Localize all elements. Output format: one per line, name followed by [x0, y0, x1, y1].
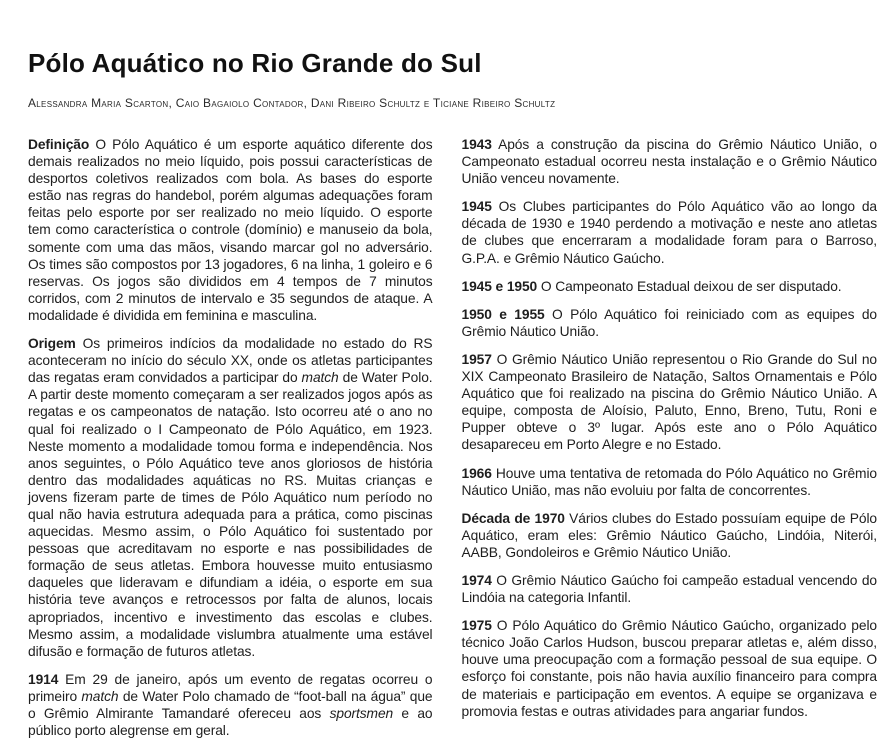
text-segment: O Pólo Aquático foi reiniciado com as equipes do Grêmio Náutico União.	[461, 306, 877, 339]
paragraph-lead: 1957	[461, 351, 492, 367]
paragraph-lead: 1945 e 1950	[461, 278, 538, 294]
text-segment: O Pólo Aquático é um esporte aquático diferente dos demais realizados no meio líquido, pois possui características de desportos coletivos realizados com bola. As bases do esporte estão nas regras do handebol, porém algumas adequações foram feitas pelo esporte por ser realizado no meio líquido. O esporte tem como característica o controle (domínio) e manuseio da bola, somente com uma das mãos, visando marcar gol no adversário. Os times são compostos por 13 jogadores, 6 na linha, 1 goleiro e 6 reservas. Os jogos são divididos em 4 tempos de 7 minutos corridos, com 2 minutos de intervalo e 35 segundos de ataque. A modalidade é dividida em feminina e masculina.	[28, 137, 433, 323]
paragraph-lead: Década de 1970	[461, 510, 565, 526]
paragraph	[462, 351, 878, 454]
paragraph-lead: 1974	[461, 572, 492, 588]
paragraph	[462, 306, 878, 340]
paragraph	[462, 572, 878, 606]
paragraph	[462, 510, 878, 561]
paragraph-lead: 1945	[461, 199, 492, 215]
text-segment: Em 29 de janeiro, após um evento de regatas ocorreu o primeiro	[28, 671, 433, 704]
paragraph-lead: 1914	[28, 671, 59, 687]
text-segment: de Water Polo chamado de “foot-ball na água” que o Grêmio Almirante Tamandaré ofereceu aos	[28, 688, 433, 721]
left-column	[28, 136, 433, 750]
text-segment: de Water Polo. A partir deste momento começaram a ser realizados jogos após as regatas e os campeonatos de natação. Isto ocorreu até o ano no qual foi realizado o I Campeonato de Pólo Aquático, em 1923. Neste momento a modalidade tomou forma e independência. Nos anos seguintes, o Pólo Aquático teve anos gloriosos de história dentro das modalidades aquáticas no RS. Muitas crianças e jovens fizeram parte de times de Pólo Aquático num período no qual não havia estrutura adequada para a prática, como piscinas aquecidas. Mesmo assim, o Pólo Aquático foi sustentado por pessoas que acreditavam no esporte e nas possibilidades de formação de seus atletas. Embora houvesse muito entusiasmo daqueles que lideravam e difundiam a idéia, o esporte em sua história teve avanços e retrocessos por falta de alunos, locais apropriados, incentivo e investimento das escolas e clubes. Mesmo assim, a modalidade vislumbra atualmente uma estável difusão e formação de futuros atletas.	[28, 370, 433, 659]
paragraph-lead: 1966	[461, 465, 492, 481]
text-segment: O Grêmio Náutico Gaúcho foi campeão estadual vencendo do Lindóia na categoria Infantil.	[461, 572, 877, 606]
italic-term: sportsmen	[329, 706, 394, 721]
paragraph-lead: 1943	[461, 137, 492, 152]
page-title: Pólo Aquático no Rio Grande do Sul	[28, 48, 482, 78]
paragraph	[28, 335, 433, 660]
paragraph	[462, 465, 878, 499]
paragraph-lead: Origem	[28, 336, 76, 352]
text-segment: Os primeiros indícios da modalidade no estado do RS aconteceram no início do século XX, onde os atletas participantes das regatas eram convidados a participar do	[28, 336, 433, 386]
paragraph	[28, 671, 433, 739]
text-segment: Após a construção da piscina do Grêmio Náutico União, o Campeonato estadual ocorreu nesta instalação e o Grêmio Náutico União venceu novamente.	[461, 137, 877, 187]
authors-line: Alessandra Maria Scarton, Caio Bagaiolo Contador, Dani Ribeiro Schultz e Ticiane Ribeiro Schultz	[28, 96, 556, 110]
paragraph	[462, 278, 878, 295]
text-segment: Vários clubes do Estado possuíam equipe de Pólo Aquático, eram eles: Grêmio Náutico Gaúcho, Lindóia, Niterói, AABB, Gondoleiros e Grêmio Náutico União.	[461, 510, 877, 560]
paragraph-lead: 1975	[461, 618, 492, 634]
italic-term: match	[81, 688, 119, 704]
text-segment: Os Clubes participantes do Pólo Aquático vão ao longo da década de 1930 e 1940 perdendo a motivação e neste ano atletas de clubes que encerraram a modalidade foram para o Barroso, G.P.A. e Grêmio Náutico Gaúcho.	[461, 199, 877, 266]
paragraph	[462, 617, 878, 720]
paragraph-lead: Definição	[28, 137, 90, 152]
paragraph	[462, 198, 878, 266]
text-segment: O Pólo Aquático do Grêmio Náutico Gaúcho, organizado pelo técnico João Carlos Hudson, buscou preparar atletas e, além disso, houve uma preocupação com a formação pessoal de sua equipe. O esforço foi constante, pois não havia auxílio financeiro para compra de materiais e participação em eventos. A equipe se organizava e promovia festas e outras atividades para angariar fundos.	[461, 618, 877, 719]
paragraph	[28, 136, 433, 324]
text-segment: Houve uma tentativa de retomada do Pólo Aquático no Grêmio Náutico União, mas não evoluiu por falta de concorrentes.	[461, 465, 877, 498]
paragraph	[462, 136, 878, 187]
text-segment: O Campeonato Estadual deixou de ser disputado.	[537, 278, 842, 294]
paragraph-lead: 1950 e 1955	[461, 306, 545, 322]
text-segment: O Grêmio Náutico União representou o Rio Grande do Sul no XIX Campeonato Brasileiro de Natação, Saltos Ornamentais e Pólo Aquático que foi realizado na piscina do Grêmio Náutico União. A equipe, composta de Aloísio, Paluto, Enno, Breno, Tutu, Roni e Pupper obteve o 3º lugar. Após este ano o Pólo Aquático desapareceu em Porto Alegre e no Estado.	[461, 351, 877, 453]
right-column	[462, 136, 878, 750]
two-column-body	[28, 136, 877, 750]
italic-term: match	[301, 370, 339, 386]
text-segment: e ao público porto alegrense em geral.	[28, 706, 433, 739]
